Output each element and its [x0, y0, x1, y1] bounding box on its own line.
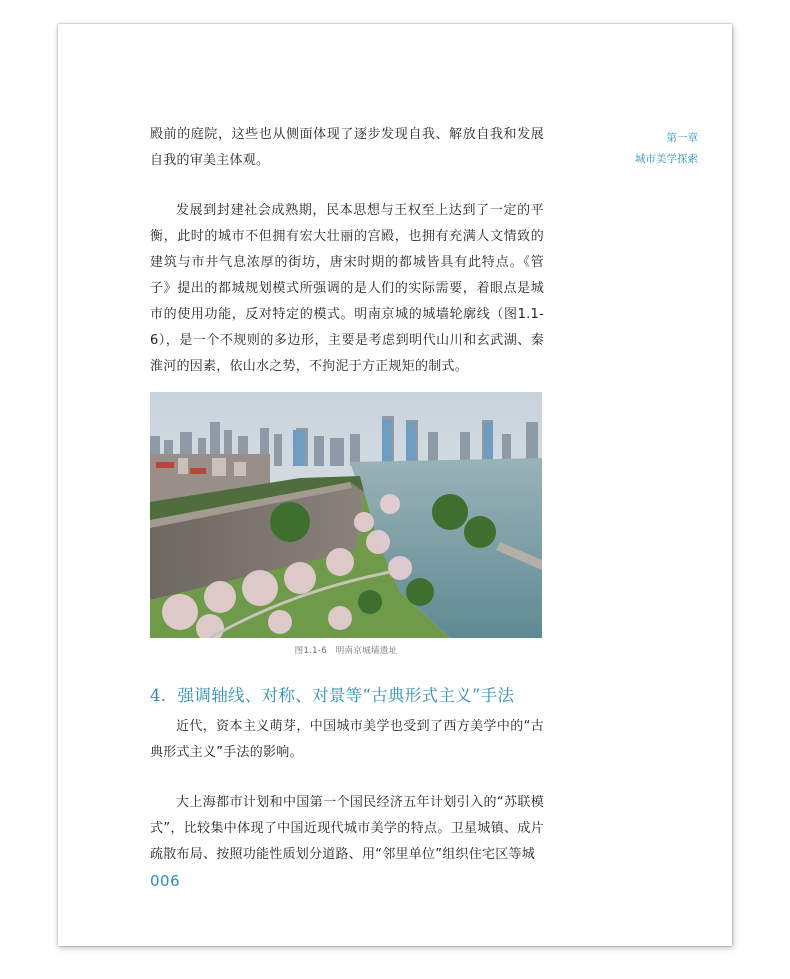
city-wall-photo-illustration	[150, 392, 542, 638]
city-wall-photo	[150, 392, 542, 638]
paragraph-2: 发展到封建社会成熟期，民本思想与王权至上达到了一定的平衡，此时的城市不但拥有宏大壮丽的宫殿，也拥有充满人文情致的建筑与市井气息浓厚的街坊，唐宋时期的都城皆具有此特点。《管子》提出的都城规划模式所强调的是人们的实际需要，着眼点是城市的使用功能，反对特定的模式。明南京城的城墙轮廓线（图1.1-6），是一个不规则的多边形，主要是考虑到明代山川和玄武湖、秦淮河的因素，依山水之势，不拘泥于方正规矩的制式。	[150, 203, 544, 374]
section-label: 城市美学探索	[635, 153, 698, 165]
paragraph-3: 近代，资本主义萌芽，中国城市美学也受到了西方美学中的“古典形式主义”手法的影响。	[150, 719, 544, 760]
paragraph-1: 殿前的庭院，这些也从侧面体现了逐步发现自我、解放自我和发展自我的审美主体观。	[150, 127, 544, 168]
book-page	[58, 24, 732, 946]
figure-caption: 图1.1-6 明南京城墙遗址	[294, 646, 398, 656]
page-number: 006	[150, 872, 181, 890]
section-heading: 4．强调轴线、对称、对景等“古典形式主义”手法	[150, 686, 515, 705]
chapter-label: 第一章	[666, 132, 698, 144]
chapter-marker	[618, 128, 698, 170]
paragraph-4: 大上海都市计划和中国第一个国民经济五年计划引入的“苏联模式”，比较集中体现了中国近现代城市美学的特点。卫星城镇、成片疏散布局、按照功能性质划分道路、用“邻里单位”组织住宅区等城	[150, 795, 544, 862]
